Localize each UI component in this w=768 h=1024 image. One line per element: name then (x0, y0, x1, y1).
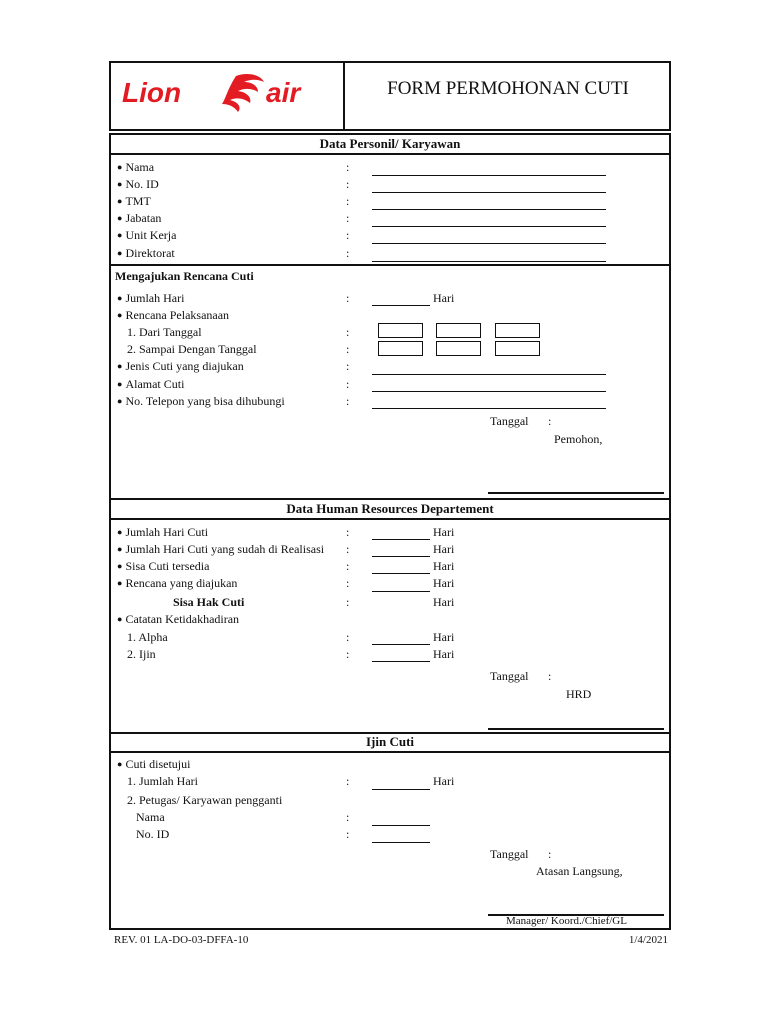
dari-tanggal-month-box[interactable] (436, 323, 481, 338)
section-heading-personal: Data Personil/ Karyawan (319, 136, 461, 151)
section-rule (109, 751, 671, 753)
hari-unit: Hari (433, 559, 455, 573)
colon: : (346, 525, 350, 539)
form-title: FORM PERMOHONAN CUTI (387, 78, 629, 99)
colon: : (346, 827, 350, 841)
colon: : (548, 414, 552, 428)
label-sisa-tersedia: ● Sisa Cuti tersedia (117, 559, 209, 574)
label-petugas-pengganti: 2. Petugas/ Karyawan pengganti (127, 793, 283, 807)
ijin-input-line[interactable] (372, 661, 430, 662)
colon: : (346, 194, 350, 208)
label-rencana-pelaksanaan: ● Rencana Pelaksanaan (117, 308, 229, 323)
colon: : (346, 377, 350, 391)
jumlah-hari-input-line[interactable] (372, 305, 430, 306)
sampai-tanggal-month-box[interactable] (436, 341, 481, 356)
colon: : (346, 160, 350, 174)
label-tanggal-atasan: Tanggal (490, 847, 529, 861)
colon: : (346, 595, 350, 609)
label-manager-title: Manager/ Koord./Chief/GL (506, 915, 627, 927)
label-jenis-cuti: ● Jenis Cuti yang diajukan (117, 359, 244, 374)
section-heading-hr: Data Human Resources Departement (286, 501, 494, 516)
colon: : (346, 576, 350, 590)
colon: : (346, 359, 350, 373)
label-pengganti-nama: Nama (136, 810, 165, 824)
jabatan-input-line[interactable] (372, 226, 606, 227)
sudah-realisasi-input-line[interactable] (372, 556, 430, 557)
dari-tanggal-year-box[interactable] (495, 323, 540, 338)
colon: : (346, 394, 350, 408)
label-catatan: ● Catatan Ketidakhadiran (117, 612, 239, 627)
hari-unit: Hari (433, 576, 455, 590)
sampai-tanggal-day-box[interactable] (378, 341, 423, 356)
colon: : (346, 177, 350, 191)
colon: : (346, 291, 350, 305)
hari-unit: Hari (433, 542, 455, 556)
hari-unit: Hari (433, 595, 455, 609)
colon: : (346, 774, 350, 788)
label-tanggal-hrd: Tanggal (490, 669, 529, 683)
colon: : (346, 325, 350, 339)
footer-date: 1/4/2021 (628, 934, 668, 946)
colon: : (346, 211, 350, 225)
colon: : (346, 228, 350, 242)
alamat-cuti-input-line[interactable] (372, 391, 606, 392)
label-sisa-hak-cuti: Sisa Hak Cuti (173, 595, 245, 609)
field-label-jabatan: ● Jabatan (117, 211, 161, 226)
footer-revision: REV. 01 LA-DO-03-DFFA-10 (114, 934, 249, 946)
colon: : (346, 810, 350, 824)
label-tanggal-pemohon: Tanggal (490, 414, 529, 428)
field-label-no-id: ● No. ID (117, 177, 159, 192)
field-label-unit-kerja: ● Unit Kerja (117, 228, 176, 243)
pengganti-nama-input-line[interactable] (372, 825, 430, 826)
field-label-tmt: ● TMT (117, 194, 151, 209)
section-rule (109, 153, 671, 155)
section-heading-ijin: Ijin Cuti (365, 734, 415, 749)
label-rencana-diajukan: ● Rencana yang diajukan (117, 576, 237, 591)
rencana-diajukan-input-line[interactable] (372, 591, 430, 592)
field-label-nama: ● Nama (117, 160, 154, 175)
hari-unit: Hari (433, 774, 455, 788)
no-telepon-input-line[interactable] (372, 408, 606, 409)
pemohon-signature-line[interactable] (488, 492, 664, 494)
dari-tanggal-day-box[interactable] (378, 323, 423, 338)
label-alpha: 1. Alpha (127, 630, 168, 644)
label-cuti-disetujui: ● Cuti disetujui (117, 757, 190, 772)
label-pengganti-no-id: No. ID (136, 827, 170, 841)
jumlah-hari-cuti-input-line[interactable] (372, 539, 430, 540)
label-atasan-langsung: Atasan Langsung, (536, 864, 623, 878)
label-hrd: HRD (566, 687, 592, 701)
colon: : (346, 342, 350, 356)
sisa-tersedia-input-line[interactable] (372, 573, 430, 574)
logo-air-text: air (266, 77, 301, 108)
section-rule (109, 518, 671, 520)
colon: : (346, 559, 350, 573)
jenis-cuti-input-line[interactable] (372, 374, 606, 375)
section-rule (109, 264, 671, 266)
hrd-signature-line[interactable] (488, 728, 664, 730)
label-dari-tanggal: 1. Dari Tanggal (127, 325, 202, 339)
colon: : (548, 847, 552, 861)
label-no-telepon: ● No. Telepon yang bisa dihubungi (117, 394, 285, 409)
unit-kerja-input-line[interactable] (372, 243, 606, 244)
logo-lion-text: Lion (122, 77, 182, 108)
colon: : (346, 630, 350, 644)
direktorat-input-line[interactable] (372, 261, 606, 262)
no-id-input-line[interactable] (372, 192, 606, 193)
hari-unit: Hari (433, 630, 455, 644)
ijin-jumlah-hari-input-line[interactable] (372, 789, 430, 790)
label-ijin: 2. Ijin (127, 647, 156, 661)
alpha-input-line[interactable] (372, 644, 430, 645)
label-sampai-tanggal: 2. Sampai Dengan Tanggal (127, 342, 257, 356)
label-jumlah-hari-cuti: ● Jumlah Hari Cuti (117, 525, 208, 540)
tmt-input-line[interactable] (372, 209, 606, 210)
label-pemohon: Pemohon, (554, 432, 603, 446)
label-ijin-jumlah-hari: 1. Jumlah Hari (127, 774, 198, 788)
colon: : (548, 669, 552, 683)
pengganti-no-id-input-line[interactable] (372, 842, 430, 843)
label-jumlah-hari: ● Jumlah Hari (117, 291, 184, 306)
label-alamat-cuti: ● Alamat Cuti (117, 377, 184, 392)
label-sudah-realisasi: ● Jumlah Hari Cuti yang sudah di Realisasi (117, 542, 324, 557)
hari-unit: Hari (433, 647, 455, 661)
colon: : (346, 246, 350, 260)
colon: : (346, 647, 350, 661)
hari-unit: Hari (433, 525, 455, 539)
colon: : (346, 542, 350, 556)
section-rule (109, 498, 671, 500)
field-label-direktorat: ● Direktorat (117, 246, 175, 261)
lion-emblem-icon (222, 74, 264, 112)
section-heading-rencana: Mengajukan Rencana Cuti (115, 269, 254, 283)
hari-unit: Hari (433, 291, 455, 305)
nama-input-line[interactable] (372, 175, 606, 176)
sampai-tanggal-year-box[interactable] (495, 341, 540, 356)
lion-air-logo (118, 66, 338, 124)
